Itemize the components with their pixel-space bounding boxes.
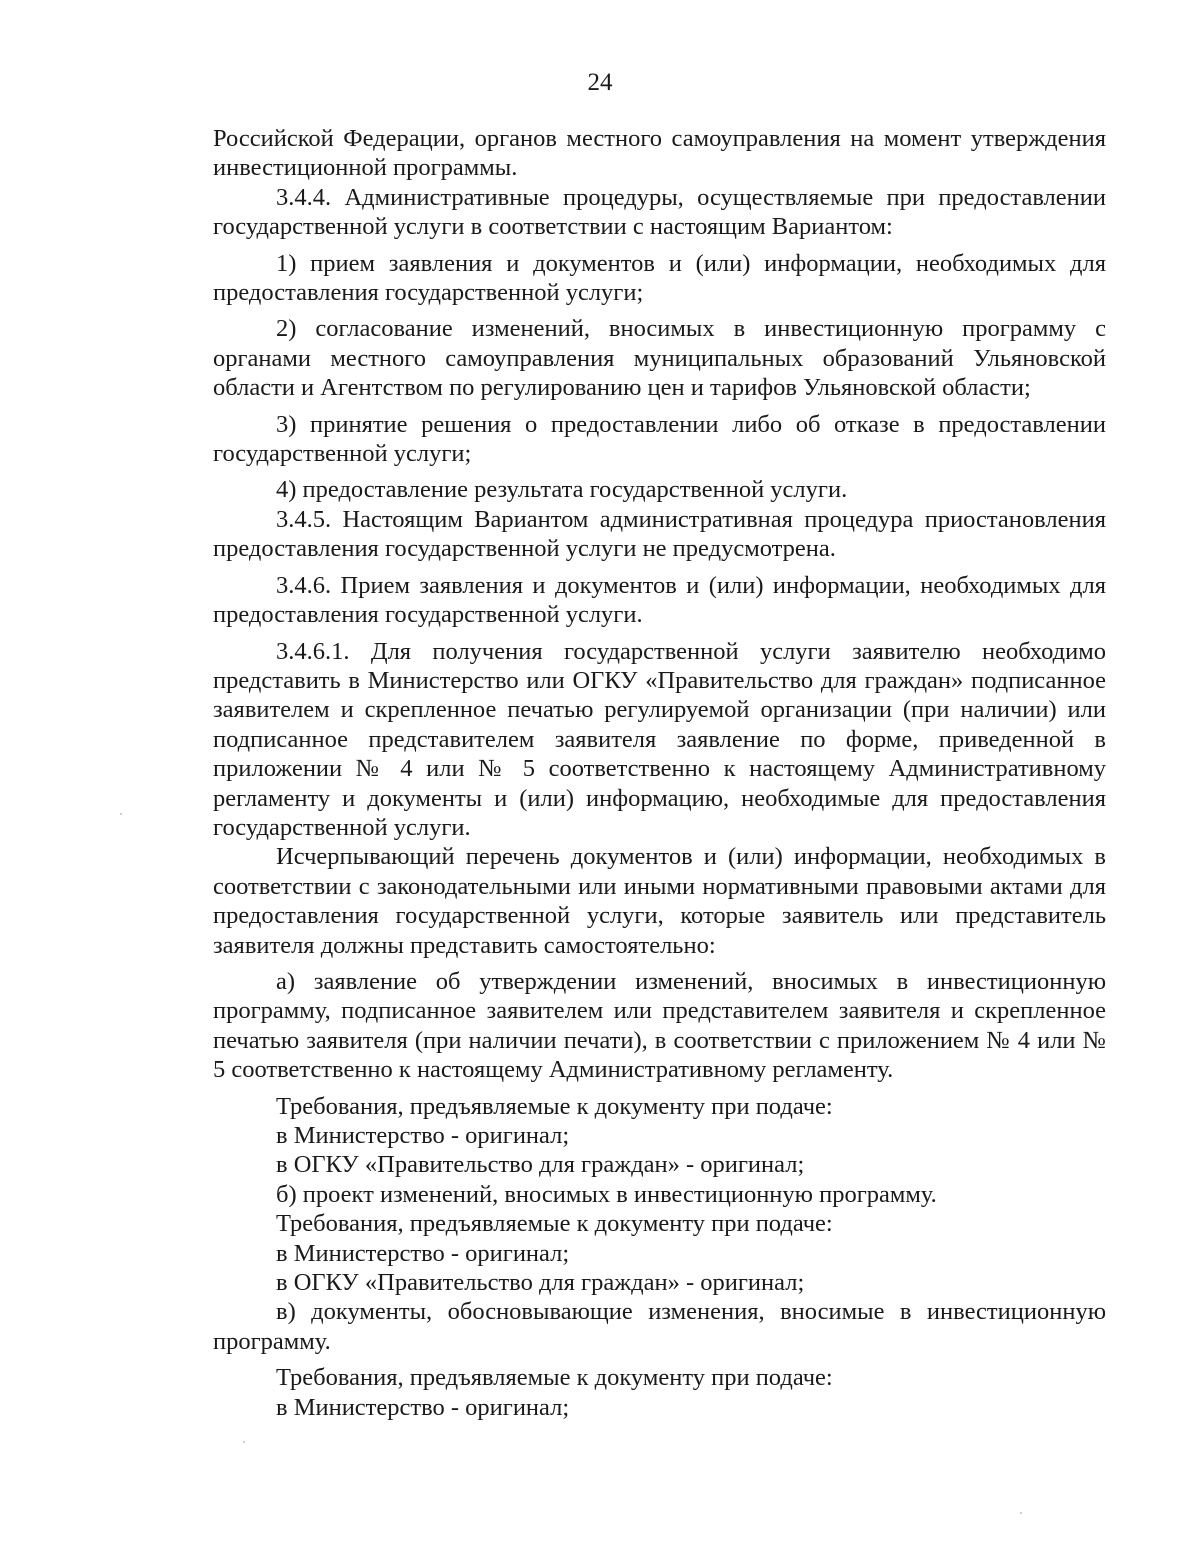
requirement-ogku-a: в ОГКУ «Правительство для граждан» - оригинал; — [276, 1151, 805, 1179]
scan-speck — [120, 813, 122, 815]
list-item-1: 1) прием заявления и документов и (или) информации, необходимых для предоставления государственной услуги; — [213, 249, 1106, 307]
paragraph-3-4-6-1: 3.4.6.1. Для получения государственной услуги заявителю необходимо представить в Министерство или ОГКУ «Правительство для граждан» подписанное заявителем и скрепленное печатью регулируемой организации (при наличии) или подписанное представителем заявителя заявление по форме, приведенной в приложении № 4 или № 5 соответственно к настоящему Административному регламенту и документы и (или) информацию, необходимые для предоставления государственной услуги. — [213, 637, 1106, 841]
document-body — [213, 124, 1106, 1422]
paragraph-3-4-5: 3.4.5. Настоящим Вариантом административная процедура приостановления предоставления государственной услуги не предусмотрена. — [213, 505, 1106, 563]
list-item-v: в) документы, обосновывающие изменения, вносимые в инвестиционную программу. — [213, 1298, 1106, 1355]
requirements-heading-a: Требования, предъявляемые к документу при подаче: — [276, 1092, 833, 1120]
list-item-3: 3) принятие решения о предоставлении либо об отказе в предоставлении государственной услуги; — [213, 410, 1106, 468]
list-item-4: 4) предоставление результата государственной услуги. — [276, 476, 848, 504]
requirement-ministry-v: в Министерство - оригинал; — [276, 1393, 570, 1421]
paragraph-3-4-4: 3.4.4. Административные процедуры, осуществляемые при предоставлении государственной услуги в соответствии с настоящим Вариантом: — [213, 183, 1106, 241]
list-item-2: 2) согласование изменений, вносимых в инвестиционную программу с органами местного самоуправления муниципальных образований Ульяновской области и Агентством по регулированию цен и тарифов Ульяновской области; — [213, 315, 1106, 402]
requirement-ministry-b: в Министерство - оригинал; — [276, 1239, 570, 1267]
page-number: 24 — [587, 69, 613, 96]
scan-speck — [1020, 1512, 1022, 1514]
list-item-b: б) проект изменений, вносимых в инвестиционную программу. — [276, 1180, 937, 1208]
requirement-ogku-b: в ОГКУ «Правительство для граждан» - оригинал; — [276, 1269, 805, 1297]
requirement-ministry-a: в Министерство - оригинал; — [276, 1122, 570, 1149]
paragraph-3-4-6: 3.4.6. Прием заявления и документов и (или) информации, необходимых для предоставления государственной услуги. — [213, 571, 1106, 629]
requirements-heading-b: Требования, предъявляемые к документу при подаче: — [276, 1210, 833, 1238]
paragraph-continuation: Российской Федерации, органов местного самоуправления на момент утверждения инвестиционной программы. — [213, 125, 1106, 182]
list-item-a: а) заявление об утверждении изменений, вносимых в инвестиционную программу, подписанное заявителем или представителем заявителя и скрепленное печатью заявителя (при наличии печати), в соответствии с приложением № 4 или № 5 соответственно к настоящему Административному регламенту. — [213, 967, 1106, 1084]
requirements-heading-v: Требования, предъявляемые к документу при подаче: — [276, 1364, 833, 1392]
scan-speck — [243, 1441, 245, 1443]
paragraph-exhaustive-list: Исчерпывающий перечень документов и (или) информации, необходимых в соответствии с законодательными или иными нормативными правовыми актами для предоставления государственной услуги, которые заявитель или представитель заявителя должны представить самостоятельно: — [213, 843, 1106, 959]
